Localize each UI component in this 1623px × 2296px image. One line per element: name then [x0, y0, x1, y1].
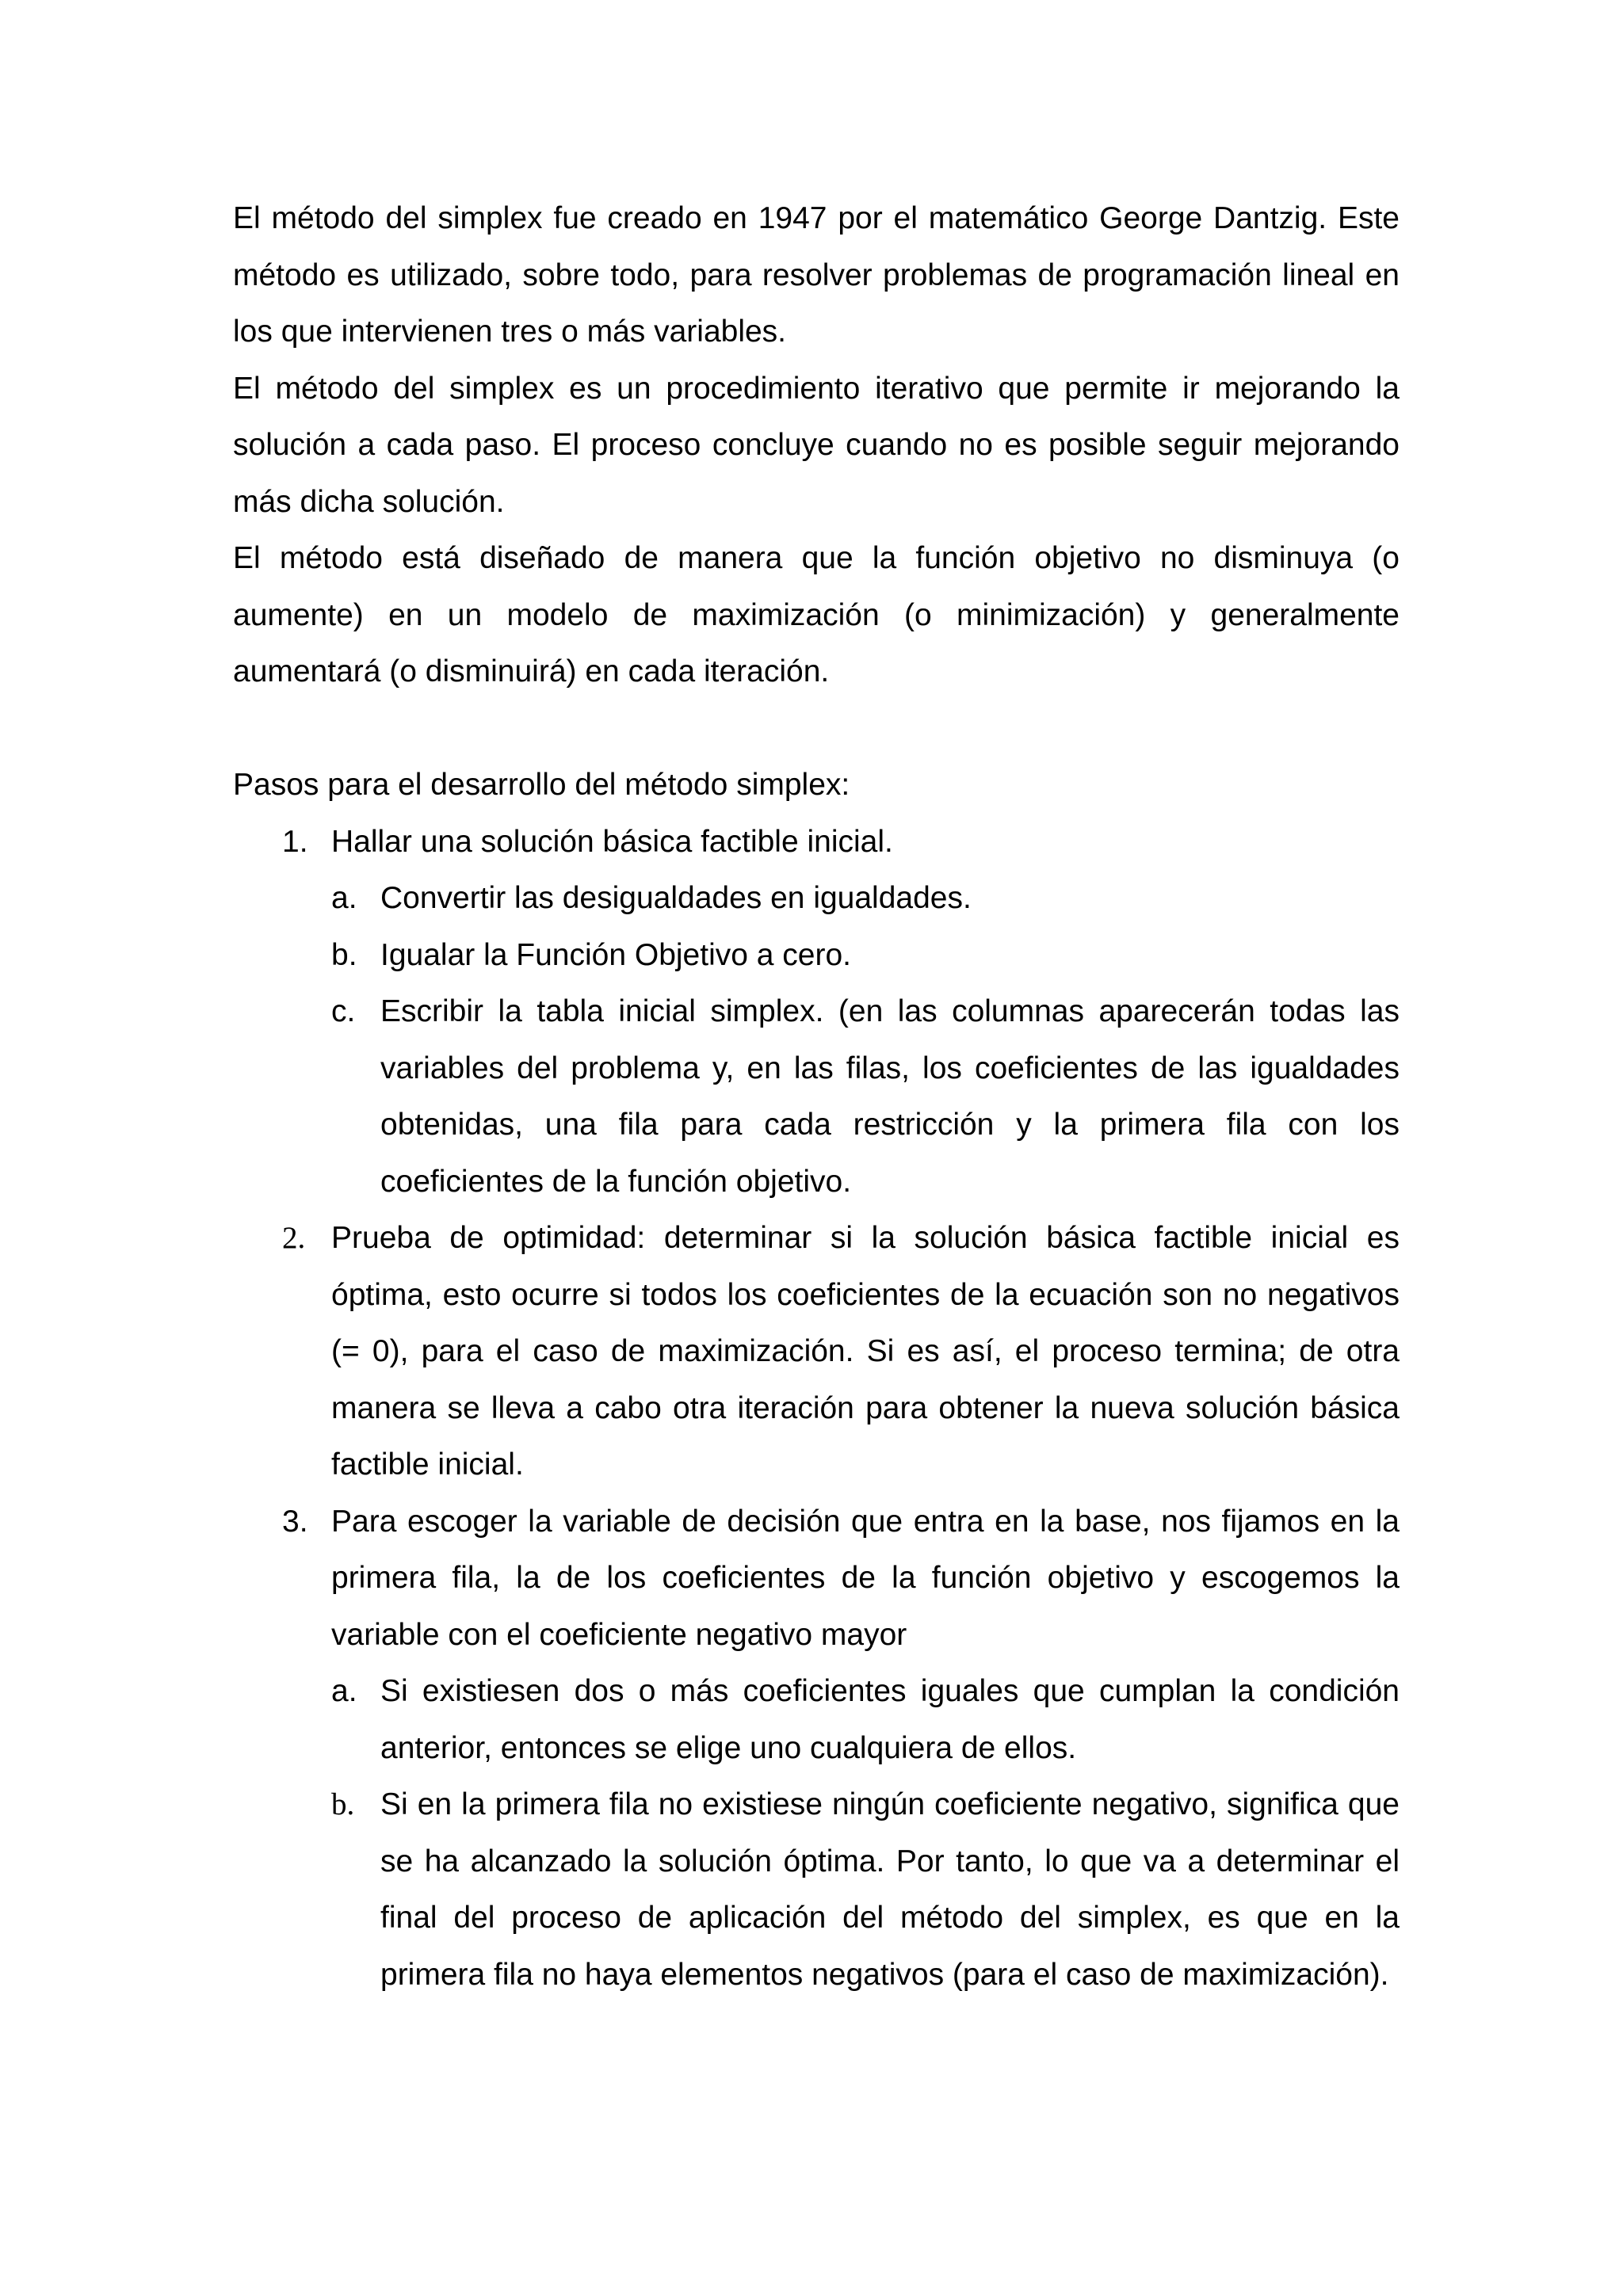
step-1-substep-a [233, 870, 1400, 927]
step-1 [233, 814, 1400, 871]
step-1-substep-c-marker: c. [331, 994, 356, 1028]
step-3 [233, 1493, 1400, 1664]
step-1-marker: 1. [282, 824, 308, 859]
document-body [233, 190, 1400, 2003]
steps-heading: Pasos para el desarrollo del método simplex: [233, 768, 850, 802]
step-2-text: Prueba de optimidad: determinar si la solución básica factible inicial es óptima, esto ocurre si todos los coeficientes de la ecuación son no negativos (= 0), para el caso de maximización. Si es así, el proceso termina; de otra manera se lleva a cabo otra iteración para obtener la nueva solución básica factible inicial. [331, 1221, 1400, 1482]
steps-list [233, 814, 1400, 2004]
step-1-substep-c-text: Escribir la tabla inicial simplex. (en las columnas aparecerán todas las variables del problema y, en las filas, los coeficientes de las igualdades obtenidas, una fila para cada restricción y la primera fila con los coeficientes de la función objetivo. [380, 994, 1400, 1199]
intro-paragraph-3: El método está diseñado de manera que la función objetivo no disminuya (o aumente) en un modelo de maximización (o minimización) y generalmente aumentará (o disminuirá) en cada iteración. [233, 541, 1400, 688]
step-3-substep-a-text: Si existiesen dos o más coeficientes iguales que cumplan la condición anterior, entonces se elige uno cualquiera de ellos. [380, 1674, 1400, 1765]
intro-paragraph-1: El método del simplex fue creado en 1947 por el matemático George Dantzig. Este método es utilizado, sobre todo, para resolver problemas de programación lineal en los que intervienen tres o más variables. [233, 201, 1400, 349]
step-3-substep-a [233, 1663, 1400, 1776]
step-3-substep-b [233, 1776, 1400, 2003]
step-1-substep-a-text: Convertir las desigualdades en igualdades. [380, 881, 972, 915]
step-1-substep-b-marker: b. [331, 937, 357, 972]
step-3-marker: 3. [282, 1504, 308, 1539]
step-2 [233, 1210, 1400, 1493]
step-1-substep-b [233, 927, 1400, 984]
step-3-substep-a-marker: a. [331, 1674, 357, 1708]
step-1-substep-a-marker: a. [331, 881, 357, 915]
step-3-substep-b-marker: b. [331, 1787, 355, 1821]
intro-paragraph-2: El método del simplex es un procedimiento iterativo que permite ir mejorando la solución a cada paso. El proceso concluye cuando no es posible seguir mejorando más dicha solución. [233, 371, 1400, 519]
step-1-text: Hallar una solución básica factible inicial. [331, 824, 893, 859]
step-3-substep-b-text: Si en la primera fila no existiese ningún coeficiente negativo, significa que se ha alcanzado la solución óptima. Por tanto, lo que va a determinar el final del proceso de aplicación del método del simplex, es que en la primera fila no haya elementos negativos (para el caso de maximización). [380, 1787, 1400, 1992]
step-2-marker: 2. [282, 1221, 306, 1255]
step-3-text: Para escoger la variable de decisión que entra en la base, nos fijamos en la primera fila, la de los coeficientes de la función objetivo y escogemos la variable con el coeficiente negativo mayor [331, 1504, 1400, 1652]
paragraph-spacer [233, 700, 1400, 757]
step-1-substep-b-text: Igualar la Función Objetivo a cero. [380, 937, 851, 972]
step-1-substep-c [233, 983, 1400, 1210]
